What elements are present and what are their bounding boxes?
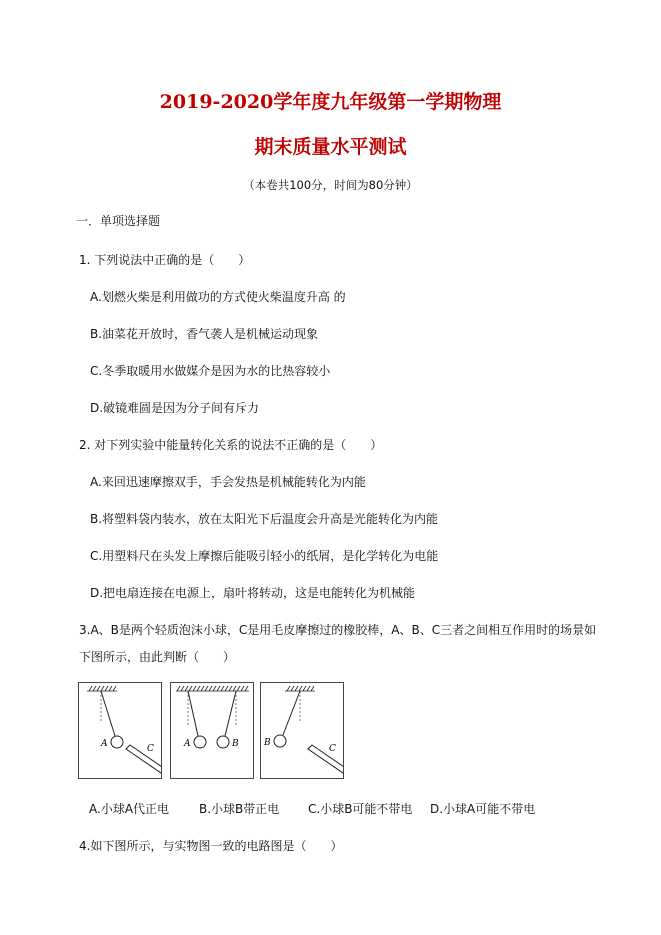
question-3-stem-line-2: 下图所示，由此判断（ ） [79,650,236,664]
question-2-option-c: C.用塑料尺在头发上摩擦后能吸引轻小的纸屑，是化学转化为电能 [90,549,439,563]
figure-a-and-b [170,682,254,779]
question-2-option-b: B.将塑料袋内装水，放在太阳光下后温度会升高是光能转化为内能 [90,512,439,526]
exam-info: （本卷共100分，时间为80分钟） [243,178,418,192]
question-4-stem: 4.如下图所示，与实物图一致的电路图是（ ） [79,839,343,853]
title-line-1: 2019-2020学年度九年级第一学期物理 [159,91,502,113]
question-3-option-d: D.小球A可能不带电 [430,802,536,816]
figure-a-and-c [78,682,162,779]
question-3-options [89,800,535,817]
figure-label-b: B [264,738,271,748]
question-1-option-c: C.冬季取暖用水做媒介是因为水的比热容较小 [90,364,331,378]
question-1-option-d: D.破镜难圆是因为分子间有斥力 [90,401,260,415]
title-line-2: 期末质量水平测试 [254,136,407,158]
figure-label-a: A [184,739,191,749]
figure-label-c: C [329,744,336,754]
question-2-option-d: D.把电扇连接在电源上，扇叶将转动，这是电能转化为机械能 [90,586,416,600]
question-1-option-b: B.油菜花开放时，香气袭人是机械运动现象 [90,327,319,341]
question-1-option-a: A.划燃火柴是利用做功的方式使火柴温度升高 的 [90,290,346,304]
figure-label-b: B [232,739,239,749]
question-3-option-c: C.小球B可能不带电 [308,802,413,816]
figure-label-c: C [147,744,154,754]
question-1-stem: 1. 下列说法中正确的是（ ） [79,253,251,267]
question-2-stem: 2. 对下列实验中能量转化关系的说法不正确的是（ ） [79,438,383,452]
section-heading: 一．单项选择题 [76,214,161,228]
figure-label-a: A [101,739,108,749]
question-3-option-b: B.小球B带正电 [199,802,280,816]
question-3-option-a: A.小球A代正电 [89,802,170,816]
question-3-stem-line-1: 3.A、B是两个轻质泡沫小球，C是用毛皮摩擦过的橡胶棒，A、B、C三者之间相互作用时的场景如 [79,623,597,637]
figure-b-and-c [260,682,344,779]
question-2-option-a: A.来回迅速摩擦双手，手会发热是机械能转化为内能 [90,475,366,489]
